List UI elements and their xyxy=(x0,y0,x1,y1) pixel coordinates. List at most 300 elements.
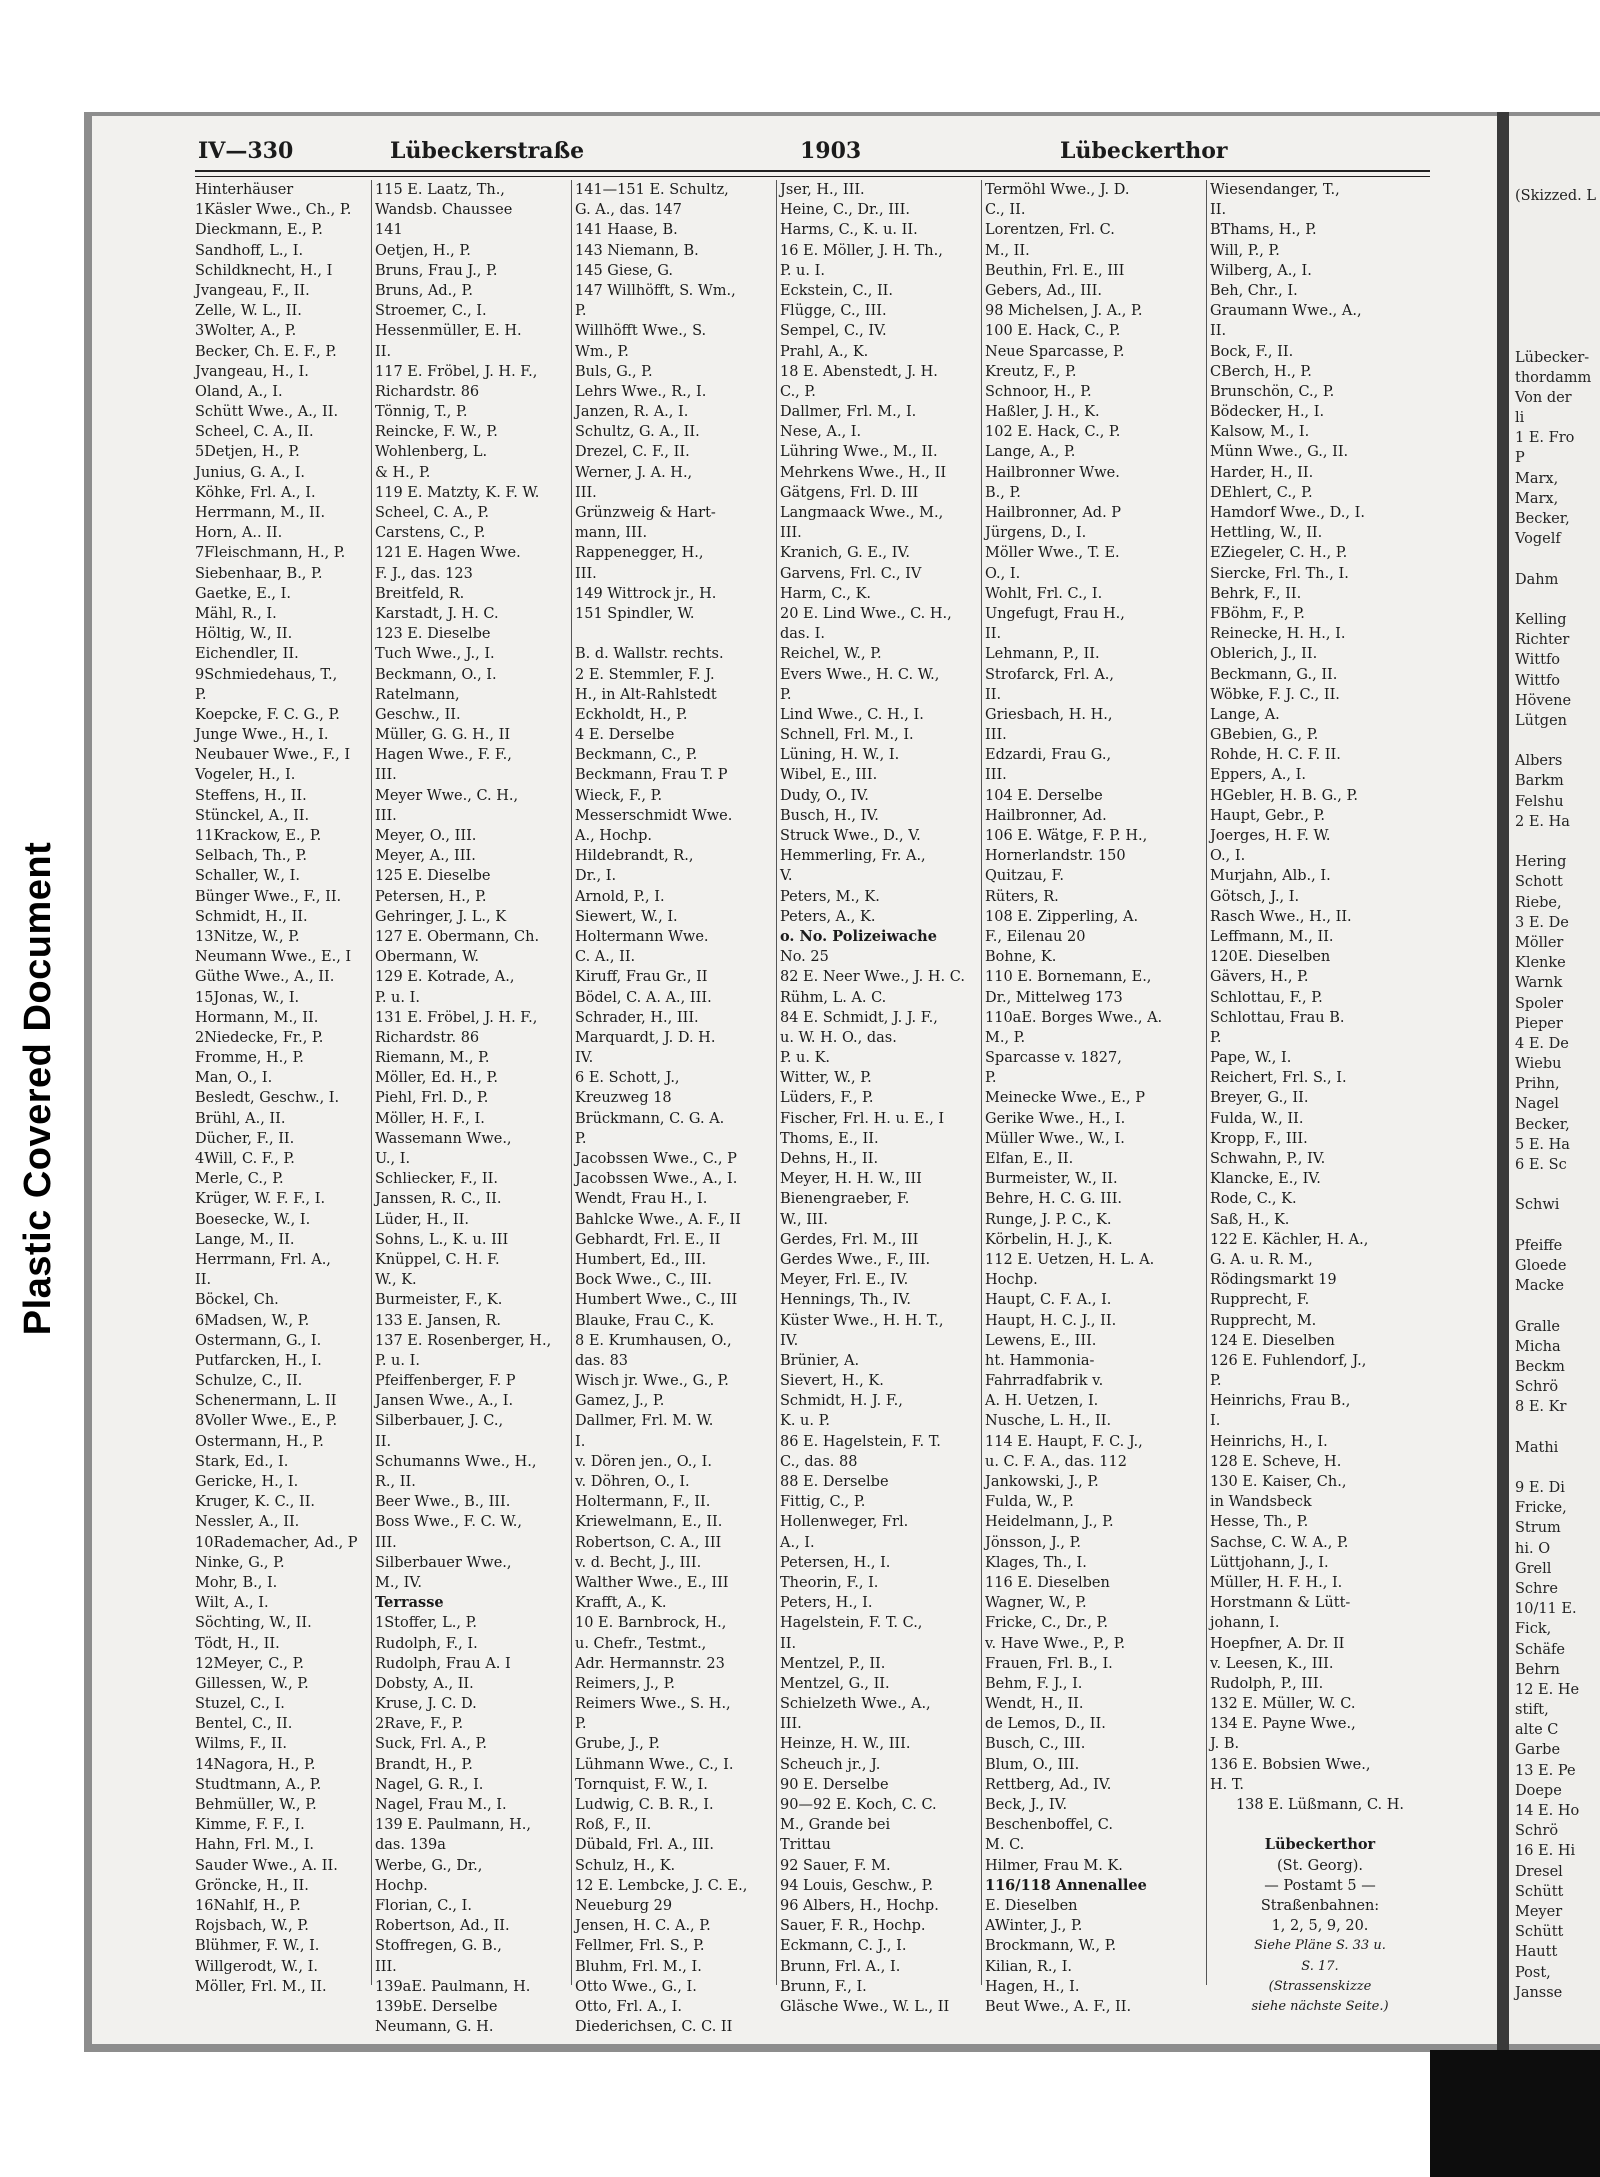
directory-entry: F., Eilenau 20 xyxy=(985,928,1086,945)
directory-entry: Heinze, H. W., III. xyxy=(780,1736,911,1753)
next-page-entry: Schrö xyxy=(1515,1823,1559,1840)
column-divider xyxy=(776,180,777,1985)
directory-entry: 124 E. Dieselben xyxy=(1210,1332,1335,1349)
directory-entry: Gätgens, Frl. D. III xyxy=(780,484,919,501)
directory-entry: Messerschmidt Wwe. xyxy=(575,807,733,824)
page-gutter xyxy=(1497,112,1509,2052)
directory-entry: Schulze, C., II. xyxy=(195,1373,303,1390)
directory-entry: E. Dieselben xyxy=(985,1897,1078,1914)
directory-entry: Werner, J. A. H., xyxy=(575,464,693,481)
directory-entry: Meyer Wwe., C. H., xyxy=(375,787,519,804)
directory-entry: Lehrs Wwe., R., I. xyxy=(575,383,707,400)
directory-entry: Adr. Hermannstr. 23 xyxy=(575,1655,725,1672)
directory-entry: J. B. xyxy=(1210,1736,1240,1753)
directory-entry: Edzardi, Frau G., xyxy=(985,747,1112,764)
next-page-entry: Gralle xyxy=(1515,1318,1561,1335)
directory-entry: Runge, J. P. C., K. xyxy=(985,1211,1112,1228)
directory-entry: de Lemos, D., II. xyxy=(985,1716,1106,1733)
next-page-entry: Schott xyxy=(1515,874,1563,891)
directory-entry: Tönnig, T., P. xyxy=(375,404,468,421)
next-page-entry: Micha xyxy=(1515,1338,1561,1355)
directory-entry: 100 E. Hack, C., P. xyxy=(985,323,1121,340)
directory-entry: Reimers, J., P. xyxy=(575,1675,675,1692)
directory-entry: Eckholdt, H., P. xyxy=(575,706,688,723)
directory-entry: Meyer, H. H. W., III xyxy=(780,1171,922,1188)
directory-entry: 132 E. Müller, W. C. xyxy=(1210,1696,1356,1713)
next-page-entry: Grell xyxy=(1515,1560,1552,1577)
directory-entry: Pfeiffenberger, F. P xyxy=(375,1373,516,1390)
next-page-entry: Nagel xyxy=(1515,1096,1559,1113)
directory-entry: Blühmer, F. W., I. xyxy=(195,1938,320,1955)
directory-entry: Sauder Wwe., A. II. xyxy=(195,1857,338,1874)
directory-entry: II. xyxy=(375,343,392,360)
directory-entry: P. u. I. xyxy=(780,262,825,279)
directory-entry: Dobsty, A., II. xyxy=(375,1675,474,1692)
directory-entry: Haßler, J. H., K. xyxy=(985,404,1100,421)
next-page-entry: Schwi xyxy=(1515,1197,1560,1214)
directory-entry: Bentel, C., II. xyxy=(195,1716,293,1733)
directory-entry: 143 Niemann, B. xyxy=(575,242,699,259)
directory-entry: Bödel, C. A. A., III. xyxy=(575,989,712,1006)
directory-entry: Mähl, R., I. xyxy=(195,605,277,622)
directory-entry: Dübald, Frl. A., III. xyxy=(575,1837,714,1854)
directory-entry: Lorentzen, Frl. C. xyxy=(985,222,1115,239)
next-page-entry: 3 E. De xyxy=(1515,914,1569,931)
directory-entry: Obermann, W. xyxy=(375,949,479,966)
directory-entry: Oblerich, J., II. xyxy=(1210,646,1318,663)
directory-entry: Sachse, C. W. A., P. xyxy=(1210,1534,1349,1551)
next-page-entry xyxy=(1515,549,1596,569)
directory-entry: III. xyxy=(375,1534,397,1551)
directory-entry: Janssen, R. C., II. xyxy=(375,1191,502,1208)
next-page-entry: 2 E. Ha xyxy=(1515,813,1570,830)
directory-entry: Behre, H. C. G. III. xyxy=(985,1191,1123,1208)
directory-entry: u. Chefr., Testmt., xyxy=(575,1635,707,1652)
directory-entry: Neubauer Wwe., F., I xyxy=(195,747,351,764)
directory-entry: Hailbronner, Ad. xyxy=(985,807,1107,824)
directory-entry: Hoepfner, A. Dr. II xyxy=(1210,1635,1345,1652)
directory-entry: Götsch, J., I. xyxy=(1210,888,1300,905)
directory-entry: Stuzel, C., I. xyxy=(195,1696,285,1713)
directory-entry: Beut Wwe., A. F., II. xyxy=(985,1998,1132,2015)
directory-entry: Dr., I. xyxy=(575,868,617,885)
directory-entry: Jensen, H. C. A., P. xyxy=(575,1918,711,1935)
next-page-entry: Jansse xyxy=(1515,1984,1563,2001)
directory-entry: Blauke, Frau C., K. xyxy=(575,1312,715,1329)
directory-entry: v. d. Becht, J., III. xyxy=(575,1554,702,1571)
directory-entry: Elfan, E., II. xyxy=(985,1151,1074,1167)
directory-entry: Graumann Wwe., A., xyxy=(1210,303,1362,320)
directory-entry: Lehmann, P., II. xyxy=(985,646,1100,663)
next-page-entry: Warnk xyxy=(1515,975,1563,992)
directory-entry: 90 E. Derselbe xyxy=(780,1776,889,1793)
directory-entry: Hilmer, Frau M. K. xyxy=(985,1857,1123,1874)
directory-entry: Richardstr. 86 xyxy=(375,383,480,400)
directory-entry: Grünzweig & Hart- xyxy=(575,505,716,521)
directory-entry: Rödingsmarkt 19 xyxy=(1210,1272,1337,1289)
directory-entry: Hochp. xyxy=(985,1272,1038,1289)
directory-entry: Schrader, H., III. xyxy=(575,1009,699,1026)
directory-entry: Gerdes Wwe., F., III. xyxy=(780,1251,931,1268)
directory-entry: 11Krackow, E., P. xyxy=(195,828,322,844)
directory-entry: Saß, H., K. xyxy=(1210,1211,1290,1228)
directory-entry: Fittig, C., P. xyxy=(780,1494,866,1511)
directory-entry: Peters, A., K. xyxy=(780,908,876,925)
directory-entry: 12Meyer, C., P. xyxy=(195,1655,305,1672)
directory-entry: 108 E. Zipperling, A. xyxy=(985,908,1139,925)
directory-entry: U., I. xyxy=(375,1151,411,1167)
directory-entry: Beschenboffel, C. xyxy=(985,1817,1113,1834)
next-page-entry xyxy=(1515,226,1596,246)
directory-entry: Lange, A. xyxy=(1210,706,1280,723)
directory-entry: 104 E. Derselbe xyxy=(985,787,1103,804)
directory-entry: 138 E. Lüßmann, C. H. xyxy=(1235,1797,1405,1813)
directory-entry: Haupt, Gebr., P. xyxy=(1210,807,1325,824)
directory-entry: Krafft, A., K. xyxy=(575,1595,667,1612)
column-divider xyxy=(571,180,572,1985)
next-page-entry: Wiebu xyxy=(1515,1056,1562,1073)
next-page-entry: Hering xyxy=(1515,854,1567,871)
directory-entry: v. Leesen, K., III. xyxy=(1210,1655,1334,1672)
directory-entry: Hagen Wwe., F. F., xyxy=(375,747,512,764)
directory-entry: Hesse, Th., P. xyxy=(1210,1514,1309,1531)
directory-entry: 139aE. Paulmann, H. xyxy=(375,1978,531,1995)
directory-entry: Klancke, E., IV. xyxy=(1210,1171,1321,1188)
directory-entry: Robertson, C. A., III xyxy=(575,1534,722,1551)
directory-entry: 121 E. Hagen Wwe. xyxy=(375,545,521,562)
directory-entry: Becker, Ch. E. F., P. xyxy=(195,343,337,360)
directory-entry: No. 25 xyxy=(780,949,829,966)
directory-entry: BThams, H., P. xyxy=(1210,222,1317,239)
directory-entry: Jürgens, D., I. xyxy=(985,525,1087,542)
directory-entry: 117 E. Fröbel, J. H. F., xyxy=(375,363,538,380)
directory-entry: EZiegeler, C. H., P. xyxy=(1210,545,1348,562)
directory-entry: Wendt, Frau H., I. xyxy=(575,1191,708,1208)
directory-entry: III. xyxy=(985,767,1007,784)
directory-entry: 84 E. Schmidt, J. J. F., xyxy=(780,1009,938,1026)
directory-entry: das. I. xyxy=(780,626,825,643)
directory-entry: Flügge, C., III. xyxy=(780,303,887,320)
directory-entry: Eckmann, C. J., I. xyxy=(780,1938,907,1955)
next-page-entry: 4 E. De xyxy=(1515,1035,1569,1052)
directory-entry: M., P. xyxy=(985,1029,1026,1046)
directory-entry: 1Stoffer, L., P. xyxy=(375,1615,478,1632)
directory-entry: 2 E. Stemmler, F. J. xyxy=(575,666,715,683)
directory-entry: Willgerodt, W., I. xyxy=(195,1958,318,1975)
directory-entry: P. xyxy=(575,1716,587,1733)
directory-entry: Schnell, Frl. M., I. xyxy=(780,727,914,744)
directory-entry: Dücher, F., II. xyxy=(195,1130,295,1147)
directory-entry: Piehl, Frl. D., P. xyxy=(375,1090,489,1107)
directory-entry: Suck, Frl. A., P. xyxy=(375,1736,487,1753)
directory-entry: CBerch, H., P. xyxy=(1210,363,1312,380)
directory-entry: Brandt, H., P. xyxy=(375,1756,473,1773)
next-page-entry: Klenke xyxy=(1515,955,1566,972)
directory-entry: Rasch Wwe., H., II. xyxy=(1210,908,1352,925)
directory-entry: Rode, C., K. xyxy=(1210,1191,1297,1208)
directory-entry: Lüning, H. W., I. xyxy=(780,747,900,764)
directory-entry: Dr., Mittelweg 173 xyxy=(985,989,1123,1006)
next-page-entry xyxy=(1515,267,1596,287)
directory-entry: u. W. H. O., das. xyxy=(780,1029,897,1046)
directory-entry: Gerike Wwe., H., I. xyxy=(985,1110,1126,1127)
directory-entry: (St. Georg). xyxy=(1276,1857,1363,1874)
directory-entry: AWinter, J., P. xyxy=(985,1918,1083,1935)
directory-entry: Jacobssen Wwe., A., I. xyxy=(575,1171,738,1188)
directory-entry: Schnoor, H., P. xyxy=(985,383,1092,400)
directory-entry: u. C. F. A., das. 112 xyxy=(985,1453,1127,1470)
directory-entry: Roß, F., II. xyxy=(575,1817,652,1834)
directory-entry: Bödecker, H., I. xyxy=(1210,404,1325,421)
directory-entry: Murjahn, Alb., I. xyxy=(1210,868,1331,885)
directory-entry: Zelle, W. L., II. xyxy=(195,303,302,320)
directory-entry: Frauen, Frl. B., I. xyxy=(985,1655,1113,1672)
directory-entry: 116/118 Annenallee xyxy=(985,1876,1147,1894)
directory-entry: Dieckmann, E., P. xyxy=(195,222,323,239)
directory-entry: Hahn, Frl. M., I. xyxy=(195,1837,315,1854)
directory-entry: Ungefugt, Frau H., xyxy=(985,605,1125,622)
directory-entry: P. xyxy=(1210,1029,1222,1046)
directory-entry: Sohns, L., K. u. III xyxy=(375,1231,509,1248)
next-page-entry: 12 E. He xyxy=(1515,1681,1580,1698)
directory-entry: 4Will, C. F., P. xyxy=(195,1151,295,1167)
directory-entry: II. xyxy=(375,1433,392,1450)
directory-entry: 16 E. Möller, J. H. Th., xyxy=(780,242,943,259)
directory-entry: 127 E. Obermann, Ch. xyxy=(375,928,540,945)
directory-entry: Besledt, Geschw., I. xyxy=(195,1090,340,1107)
next-page-entry: 16 E. Hi xyxy=(1515,1843,1576,1860)
directory-entry: Brockmann, W., P. xyxy=(985,1938,1117,1955)
directory-entry: Meyer, O., III. xyxy=(375,828,477,844)
directory-entry: Ostermann, G., I. xyxy=(195,1332,322,1349)
directory-entry: 12 E. Lembcke, J. C. E., xyxy=(575,1877,748,1894)
next-page-entry: Behrn xyxy=(1515,1661,1560,1678)
directory-entry: Willhöfft Wwe., S. xyxy=(575,323,707,340)
directory-entry: Siehe Pläne S. 33 u. xyxy=(1254,1938,1386,1954)
directory-entry: Schliecker, F., II. xyxy=(375,1171,498,1188)
directory-entry: 82 E. Neer Wwe., J. H. C. xyxy=(780,969,965,986)
page-number: IV—330 xyxy=(198,138,294,164)
directory-entry: Schlottau, F., P. xyxy=(1210,989,1323,1006)
directory-entry: III. xyxy=(780,1716,802,1733)
directory-entry: 7Fleischmann, H., P. xyxy=(195,545,346,562)
directory-entry: Höltig, W., II. xyxy=(195,626,293,643)
directory-entry: F. J., das. 123 xyxy=(375,565,473,582)
directory-entry: Gamez, J., P. xyxy=(575,1393,665,1410)
directory-entry: Brunschön, C., P. xyxy=(1210,383,1335,400)
next-page-entry xyxy=(1515,287,1596,307)
next-page-entry: 6 E. Sc xyxy=(1515,1157,1567,1173)
directory-entry: Scheuch jr., J. xyxy=(780,1756,881,1773)
street-title-right: Lübeckerthor xyxy=(1060,138,1228,164)
directory-entry: H., in Alt-Rahlstedt xyxy=(575,686,717,703)
directory-entry: Meyer, Frl. E., IV. xyxy=(780,1272,909,1289)
directory-entry: Man, O., I. xyxy=(195,1070,273,1087)
directory-entry: Kreuzweg 18 xyxy=(575,1090,672,1107)
directory-entry: Rudolph, Frau A. I xyxy=(375,1655,511,1672)
next-page-entry: Prihn, xyxy=(1515,1076,1560,1093)
next-page-entry: Möller xyxy=(1515,934,1564,951)
next-page-entry: Pieper xyxy=(1515,1015,1563,1032)
directory-entry: Gerdes, Frl. M., III xyxy=(780,1231,919,1248)
directory-entry: Gaetke, E., I. xyxy=(195,585,291,602)
next-page-entry: Schre xyxy=(1515,1580,1558,1597)
directory-entry: Burmeister, W., II. xyxy=(985,1171,1118,1188)
next-page-entry: Wittfo xyxy=(1515,652,1561,669)
directory-entry: Güthe Wwe., A., II. xyxy=(195,969,335,986)
directory-entry: Köhke, Frl. A., I. xyxy=(195,484,316,501)
directory-entry: Herrmann, M., II. xyxy=(195,505,326,521)
directory-entry: Peters, H., I. xyxy=(780,1595,873,1612)
directory-entry: Mohr, B., I. xyxy=(195,1574,278,1591)
directory-entry: Harm, C., K. xyxy=(780,585,872,602)
directory-entry: III. xyxy=(985,727,1007,744)
next-page-entry xyxy=(1515,307,1596,327)
column-divider xyxy=(1206,180,1207,1985)
next-page-entry: P xyxy=(1515,450,1525,467)
directory-entry: Busch, H., IV. xyxy=(780,807,879,824)
directory-entry: 110 E. Bornemann, E., xyxy=(985,969,1152,986)
directory-entry: Silberbauer Wwe., xyxy=(375,1554,512,1571)
directory-entry: Haupt, H. C. J., II. xyxy=(985,1312,1117,1329)
directory-entry: Jansen Wwe., A., I. xyxy=(375,1393,514,1410)
directory-entry: Strofarck, Frl. A., xyxy=(985,666,1115,683)
directory-entry: K. u. P. xyxy=(780,1413,831,1430)
directory-entry: C., P. xyxy=(780,383,816,400)
next-page-entry xyxy=(1515,1216,1596,1236)
directory-entry: Marquardt, J. D. H. xyxy=(575,1029,716,1046)
directory-entry: ht. Hammonia- xyxy=(985,1352,1095,1369)
directory-entry: Beckmann, O., I. xyxy=(375,666,497,683)
next-page-entry: Beckm xyxy=(1515,1358,1565,1375)
next-page-entry: Garbe xyxy=(1515,1742,1561,1759)
directory-entry: Schielzeth Wwe., A., xyxy=(780,1696,931,1713)
directory-entry: R., II. xyxy=(375,1474,416,1490)
directory-entry: A., Hochp. xyxy=(575,828,653,844)
directory-entry: Tuch Wwe., J., I. xyxy=(375,646,495,663)
directory-entry: O., I. xyxy=(1210,848,1246,865)
directory-entry: Rudolph, P., III. xyxy=(1210,1675,1324,1692)
directory-entry: I. xyxy=(1210,1413,1221,1430)
directory-entry: Tornquist, F. W., I. xyxy=(575,1776,708,1793)
directory-entry: P. xyxy=(985,1070,997,1087)
next-page-entry: thordamm xyxy=(1515,369,1592,386)
next-page-entry: Becker, xyxy=(1515,1116,1570,1133)
directory-entry: Petersen, H., P. xyxy=(375,888,487,905)
directory-entry: Hornerlandstr. 150 xyxy=(985,848,1126,865)
directory-entry: Wandsb. Chaussee xyxy=(375,202,513,219)
directory-entry: HGebler, H. B. G., P. xyxy=(1210,787,1358,804)
directory-entry: III. xyxy=(375,767,397,784)
directory-entry: (Strassenskizze xyxy=(1268,1978,1372,1994)
directory-entry: Wilberg, A., I. xyxy=(1210,262,1312,279)
directory-entry: Bohne, K. xyxy=(985,949,1057,966)
next-page-entry: 9 E. Di xyxy=(1515,1480,1565,1496)
directory-entry: Hildebrandt, R., xyxy=(575,848,694,865)
next-page-entry: Albers xyxy=(1515,753,1563,770)
next-page-entry: Fick, xyxy=(1515,1621,1552,1638)
next-page-entry: Gloede xyxy=(1515,1257,1567,1274)
directory-entry: P. xyxy=(575,1130,587,1147)
directory-entry: Hochp. xyxy=(375,1877,428,1894)
directory-entry: Dudy, O., IV. xyxy=(780,787,869,804)
directory-entry: Hagelstein, F. T. C., xyxy=(780,1615,923,1632)
directory-entry: Beckmann, G., II. xyxy=(1210,666,1338,683)
directory-entry: 15Jonas, W., I. xyxy=(195,989,300,1006)
directory-entry: Horn, A.. II. xyxy=(195,525,283,542)
next-page-entry: stift, xyxy=(1515,1702,1549,1719)
directory-entry: Wöbke, F. J. C., II. xyxy=(1210,686,1340,703)
directory-entry: o. No. Polizeiwache xyxy=(780,927,937,945)
directory-entry: C. A., II. xyxy=(575,949,636,966)
next-page-entry: Riebe, xyxy=(1515,894,1562,911)
directory-entry: Reimers Wwe., S. H., xyxy=(575,1696,731,1713)
directory-entry: Junge Wwe., H., I. xyxy=(195,727,329,744)
next-page-entry: 14 E. Ho xyxy=(1515,1803,1580,1819)
directory-entry: Scheel, C. A., P. xyxy=(375,505,489,521)
directory-entry: Dehns, H., II. xyxy=(780,1151,879,1167)
directory-entry: Hailbronner, Ad. P xyxy=(985,505,1122,521)
directory-entry: Neumann, G. H. xyxy=(375,2019,494,2036)
directory-entry: Theorin, F., I. xyxy=(780,1574,879,1591)
next-page-entry xyxy=(1515,327,1596,347)
directory-entry: Lühmann Wwe., C., I. xyxy=(575,1756,734,1773)
directory-entry: Steffens, H., II. xyxy=(195,787,307,804)
directory-entry: Müller, G. G. H., II xyxy=(375,727,511,744)
directory-entry: Fahrradfabrik v. xyxy=(985,1373,1104,1390)
directory-entry: 96 Albers, H., Hochp. xyxy=(780,1897,939,1914)
directory-entry: Fulda, W., II. xyxy=(1210,1110,1304,1127)
directory-entry: Boss Wwe., F. C. W., xyxy=(375,1514,523,1531)
directory-entry: II. xyxy=(1210,202,1227,219)
next-page-entry: Vogelf xyxy=(1515,531,1561,548)
page-header xyxy=(100,134,1430,174)
directory-entry: 141 xyxy=(375,222,403,239)
directory-entry: II. xyxy=(985,686,1002,703)
directory-entry: Kruger, K. C., II. xyxy=(195,1494,316,1511)
directory-entry: Horstmann & Lütt- xyxy=(1210,1595,1351,1612)
directory-entry: 2Rave, F., P. xyxy=(375,1716,464,1733)
directory-entry: Wm., P. xyxy=(575,343,629,360)
directory-entry: Rüters, R. xyxy=(985,888,1059,905)
directory-entry: Brünier, A. xyxy=(780,1352,860,1369)
directory-entry: V. xyxy=(780,868,793,885)
next-page-entry: Schäfe xyxy=(1515,1641,1565,1658)
next-page-entry: Becker, xyxy=(1515,511,1570,527)
directory-entry: Wiesendanger, T., xyxy=(1210,182,1340,198)
directory-entry: Kriewelmann, E., II. xyxy=(575,1514,723,1531)
directory-entry: 147 Willhöfft, S. Wm., xyxy=(575,282,736,299)
next-page-entry: Lütgen xyxy=(1515,712,1567,729)
directory-entry: Diederichsen, C. C. II xyxy=(575,2019,733,2036)
directory-column-3 xyxy=(575,180,775,2036)
directory-entry: Harder, H., II. xyxy=(1210,464,1314,481)
directory-entry: Schaller, W., I. xyxy=(195,868,300,885)
directory-entry: 145 Giese, G. xyxy=(575,262,674,279)
directory-entry: Grube, J., P. xyxy=(575,1736,660,1753)
directory-column-5 xyxy=(985,180,1205,2015)
directory-entry: 130 E. Kaiser, Ch., xyxy=(1210,1474,1347,1490)
directory-entry: Neue Sparcasse, P. xyxy=(985,343,1125,360)
directory-entry: Wieck, F., P. xyxy=(575,787,663,804)
directory-entry: Fischer, Frl. H. u. E., I xyxy=(780,1110,945,1127)
directory-entry: Knüppel, C. H. F. xyxy=(375,1251,500,1268)
directory-entry: Hessenmüller, E. H. xyxy=(375,323,522,340)
directory-entry: Schwahn, P., IV. xyxy=(1210,1151,1326,1167)
directory-entry: Langmaack Wwe., M., xyxy=(780,505,944,521)
directory-entry: 126 E. Fuhlendorf, J., xyxy=(1210,1352,1367,1369)
directory-entry: johann, I. xyxy=(1210,1615,1280,1632)
